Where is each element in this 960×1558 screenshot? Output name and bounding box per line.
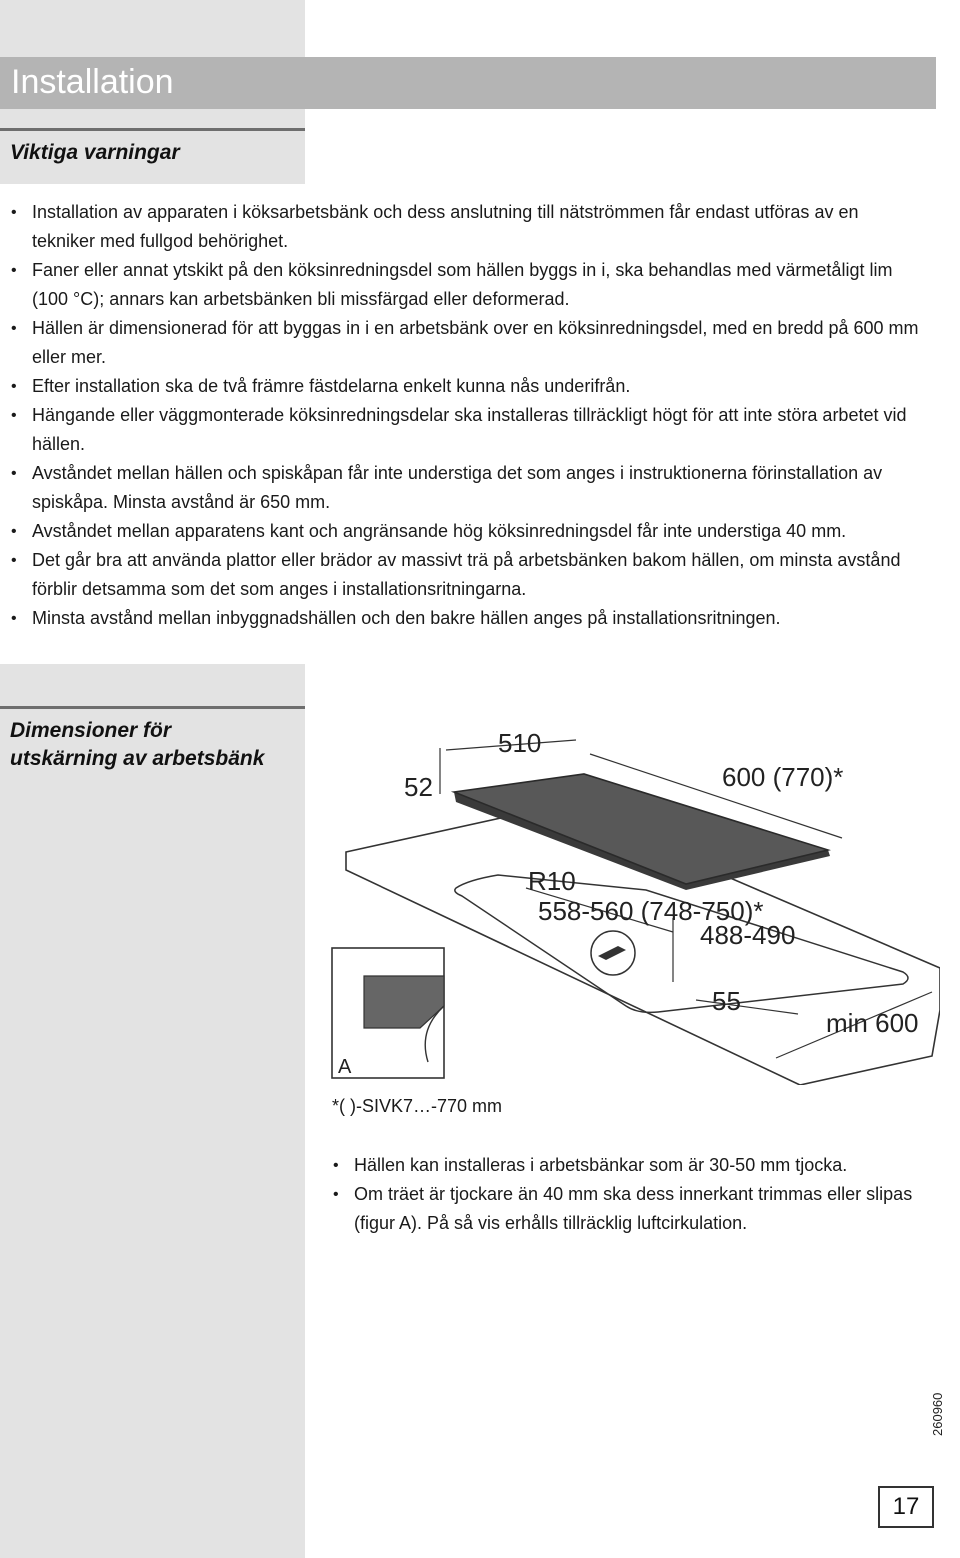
warning-item: • Avståndet mellan hällen och spiskåpan får inte understiga det som anges i instruktionerna förinstallation av spiskåpa. Minsta avstånd är 650 mm. — [6, 459, 926, 517]
warnings-heading: Viktiga varningar — [10, 141, 180, 164]
cutout-heading-line1: Dimensioner för — [10, 719, 172, 742]
install-note-item: • Om träet är tjockare än 40 mm ska dess innerkant trimmas eller slipas (figur A). På så vis erhålls tillräcklig luftcirkulation. — [328, 1180, 948, 1238]
page-number: 17 — [878, 1486, 934, 1528]
warning-item: • Det går bra att använda plattor eller brädor av massivt trä på arbetsbänken bakom hällen, om minsta avstånd förblir detsamma som det som anges i installationsritningarna. — [6, 546, 926, 604]
warnings-list — [6, 198, 926, 633]
warning-item: • Hängande eller väggmonterade köksinredningsdelar ska installeras tillräckligt högt för att inte störa arbetet vid hällen. — [6, 401, 926, 459]
label-cut-width: 558-560 (748-750)* — [538, 896, 764, 926]
arrow-icon — [598, 946, 626, 960]
sidebar-panel-bottom — [0, 664, 305, 1558]
label-width: 600 (770)* — [722, 762, 844, 792]
model-note: *( )-SIVK7…-770 mm — [332, 1096, 503, 1116]
label-min-width: min 600 — [826, 1008, 919, 1038]
warning-item: • Faner eller annat ytskikt på den köksinredningsdel som hällen byggs in i, ska behandlas med värmetåligt lim (100 °C); annars kan arbetsbänken bli missfärgad eller deformerad. — [6, 256, 926, 314]
cutout-diagram — [328, 710, 940, 1085]
label-radius: R10 — [528, 866, 576, 896]
section-divider — [0, 128, 305, 131]
cutout-heading-line2: utskärning av arbetsbänk — [10, 747, 265, 770]
warning-item: • Avståndet mellan apparatens kant och angränsande hög köksinredningsdel får inte understiga 40 mm. — [6, 517, 926, 546]
label-height: 52 — [404, 772, 433, 802]
document-code: 260960 — [930, 1392, 945, 1436]
install-note-item: • Hällen kan installeras i arbetsbänkar som är 30-50 mm tjocka. — [328, 1151, 948, 1180]
page-title: Installation — [11, 63, 174, 101]
label-figure-a: A — [338, 1056, 352, 1078]
warning-item: • Installation av apparaten i köksarbetsbänk och dess anslutning till nätströmmen får endast utföras av en tekniker med fullgod behörighet. — [6, 198, 926, 256]
warning-item: • Hällen är dimensionerad för att byggas in i en arbetsbänk over en köksinredningsdel, med en bredd på 600 mm eller mer. — [6, 314, 926, 372]
label-depth: 510 — [498, 728, 542, 758]
warning-item: • Efter installation ska de två främre fästdelarna enkelt kunna nås underifrån. — [6, 372, 926, 401]
cutout-heading — [10, 717, 264, 773]
label-front-margin: 55 — [712, 986, 741, 1016]
install-notes-list — [328, 1151, 948, 1238]
label-cut-depth: 488-490 — [700, 920, 796, 950]
section-divider — [0, 706, 305, 709]
warning-item: • Minsta avstånd mellan inbyggnadshällen och den bakre hällen anges på installationsritningen. — [6, 604, 926, 633]
